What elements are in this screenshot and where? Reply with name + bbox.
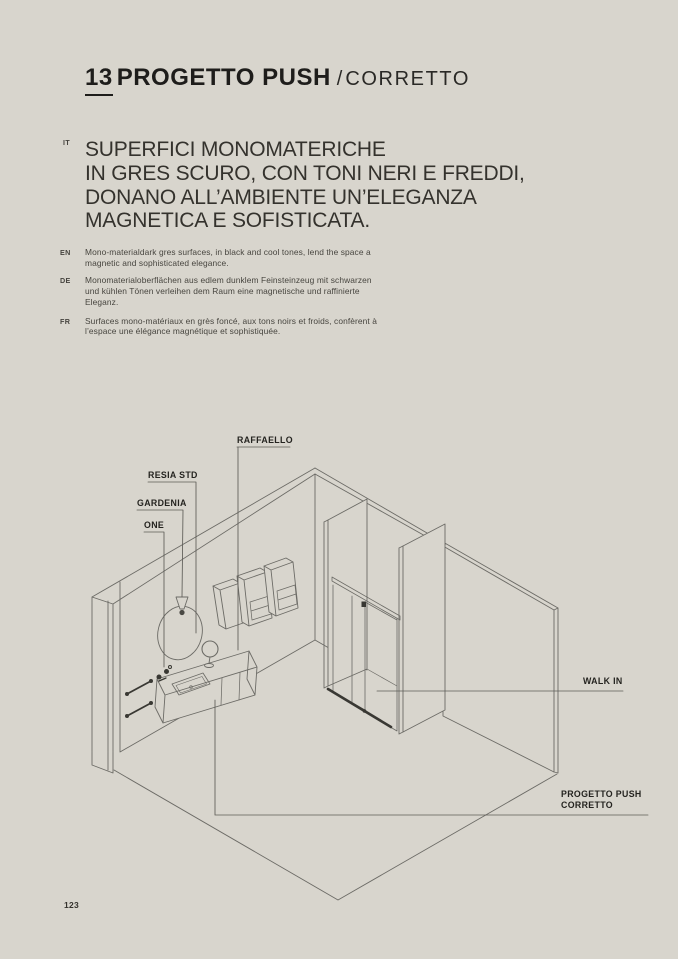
- faucet-detail: [169, 666, 172, 669]
- translation-text-fr: Surfaces mono-matériaux en grès foncé, aux tons noirs et froids, confèrent à l’espace une élégance magnétique et sophistiquée.: [85, 315, 378, 337]
- left-wall: [92, 468, 315, 773]
- diagram-label-raffaello: RAFFAELLO: [237, 435, 293, 445]
- page-number: 123: [64, 900, 80, 910]
- lang-label-de: DE: [60, 275, 71, 285]
- title-separator: /: [336, 68, 344, 90]
- table-mirror: [202, 641, 218, 657]
- diagram-label-walk-in: WALK IN: [583, 676, 623, 686]
- shower-bottom-rail: [328, 689, 391, 727]
- shower-partition-left: [328, 499, 367, 686]
- vanity-body: [155, 651, 257, 723]
- table-mirror-base: [205, 664, 214, 668]
- lamp-bulb: [179, 610, 184, 615]
- faucet-handle: [164, 669, 169, 674]
- lang-label-fr: FR: [60, 316, 71, 326]
- diagram-label-resia-std: RESIA STD: [148, 470, 198, 480]
- towel-bar-top: [127, 681, 151, 694]
- towel-bar-cap: [125, 714, 129, 718]
- translation-text-en: Mono-materialdark gres surfaces, in black and cool tones, lend the space a magnetic and sophisticated elegance.: [85, 247, 371, 268]
- table-mirror-stem: [209, 657, 210, 663]
- diagram-label-gardenia: GARDENIA: [137, 498, 187, 508]
- lang-label-it: IT: [63, 140, 71, 147]
- lang-label-en: EN: [60, 248, 71, 257]
- headline-line: SUPERFICI MONOMATERICHE: [85, 138, 386, 161]
- section-subtitle: CORRETTO: [345, 68, 471, 90]
- faucet-handle: [157, 675, 162, 680]
- wall-panel: [443, 546, 554, 772]
- diagram-label-one: ONE: [144, 520, 165, 530]
- shower-partition-left-edge: [324, 520, 328, 688]
- cabinet-open-right: [264, 558, 298, 616]
- towel-bar-cap: [149, 701, 153, 705]
- wall-cabinets: [213, 558, 298, 629]
- floor-edge: [114, 770, 557, 900]
- right-wall-base-behind-glass: [367, 669, 397, 686]
- section-index: 13: [85, 64, 113, 96]
- headline-line: DONANO ALL’AMBIENTE UN’ELEGANZA: [85, 185, 477, 209]
- translation-text-de: Monomaterialoberflächen aus edlem dunklem Feinsteinzeug mit schwarzen und kühlen Tönen verleihen dem Raum eine magnetische und raffinierte Eleganz.: [85, 274, 372, 307]
- diagram-label-corretto: CORRETTO: [561, 800, 613, 810]
- door-roller: [362, 602, 367, 608]
- shower-partition-right-edge: [399, 546, 403, 734]
- section-title: PROGETTO PUSH: [116, 64, 331, 91]
- diagram-label-progetto-push: PROGETTO PUSH: [561, 789, 642, 799]
- towel-bar-bottom: [127, 703, 151, 716]
- headline-line: IN GRES SCURO, CON TONI NERI E FREDDI,: [85, 161, 525, 185]
- towel-bars: [125, 679, 153, 718]
- towel-bar-cap: [149, 679, 153, 683]
- door-handle: [363, 709, 367, 713]
- headline-line: MAGNETICA E SOFISTICATA.: [85, 209, 370, 233]
- shower-partition-right: [403, 524, 445, 732]
- towel-bar-cap: [125, 692, 129, 696]
